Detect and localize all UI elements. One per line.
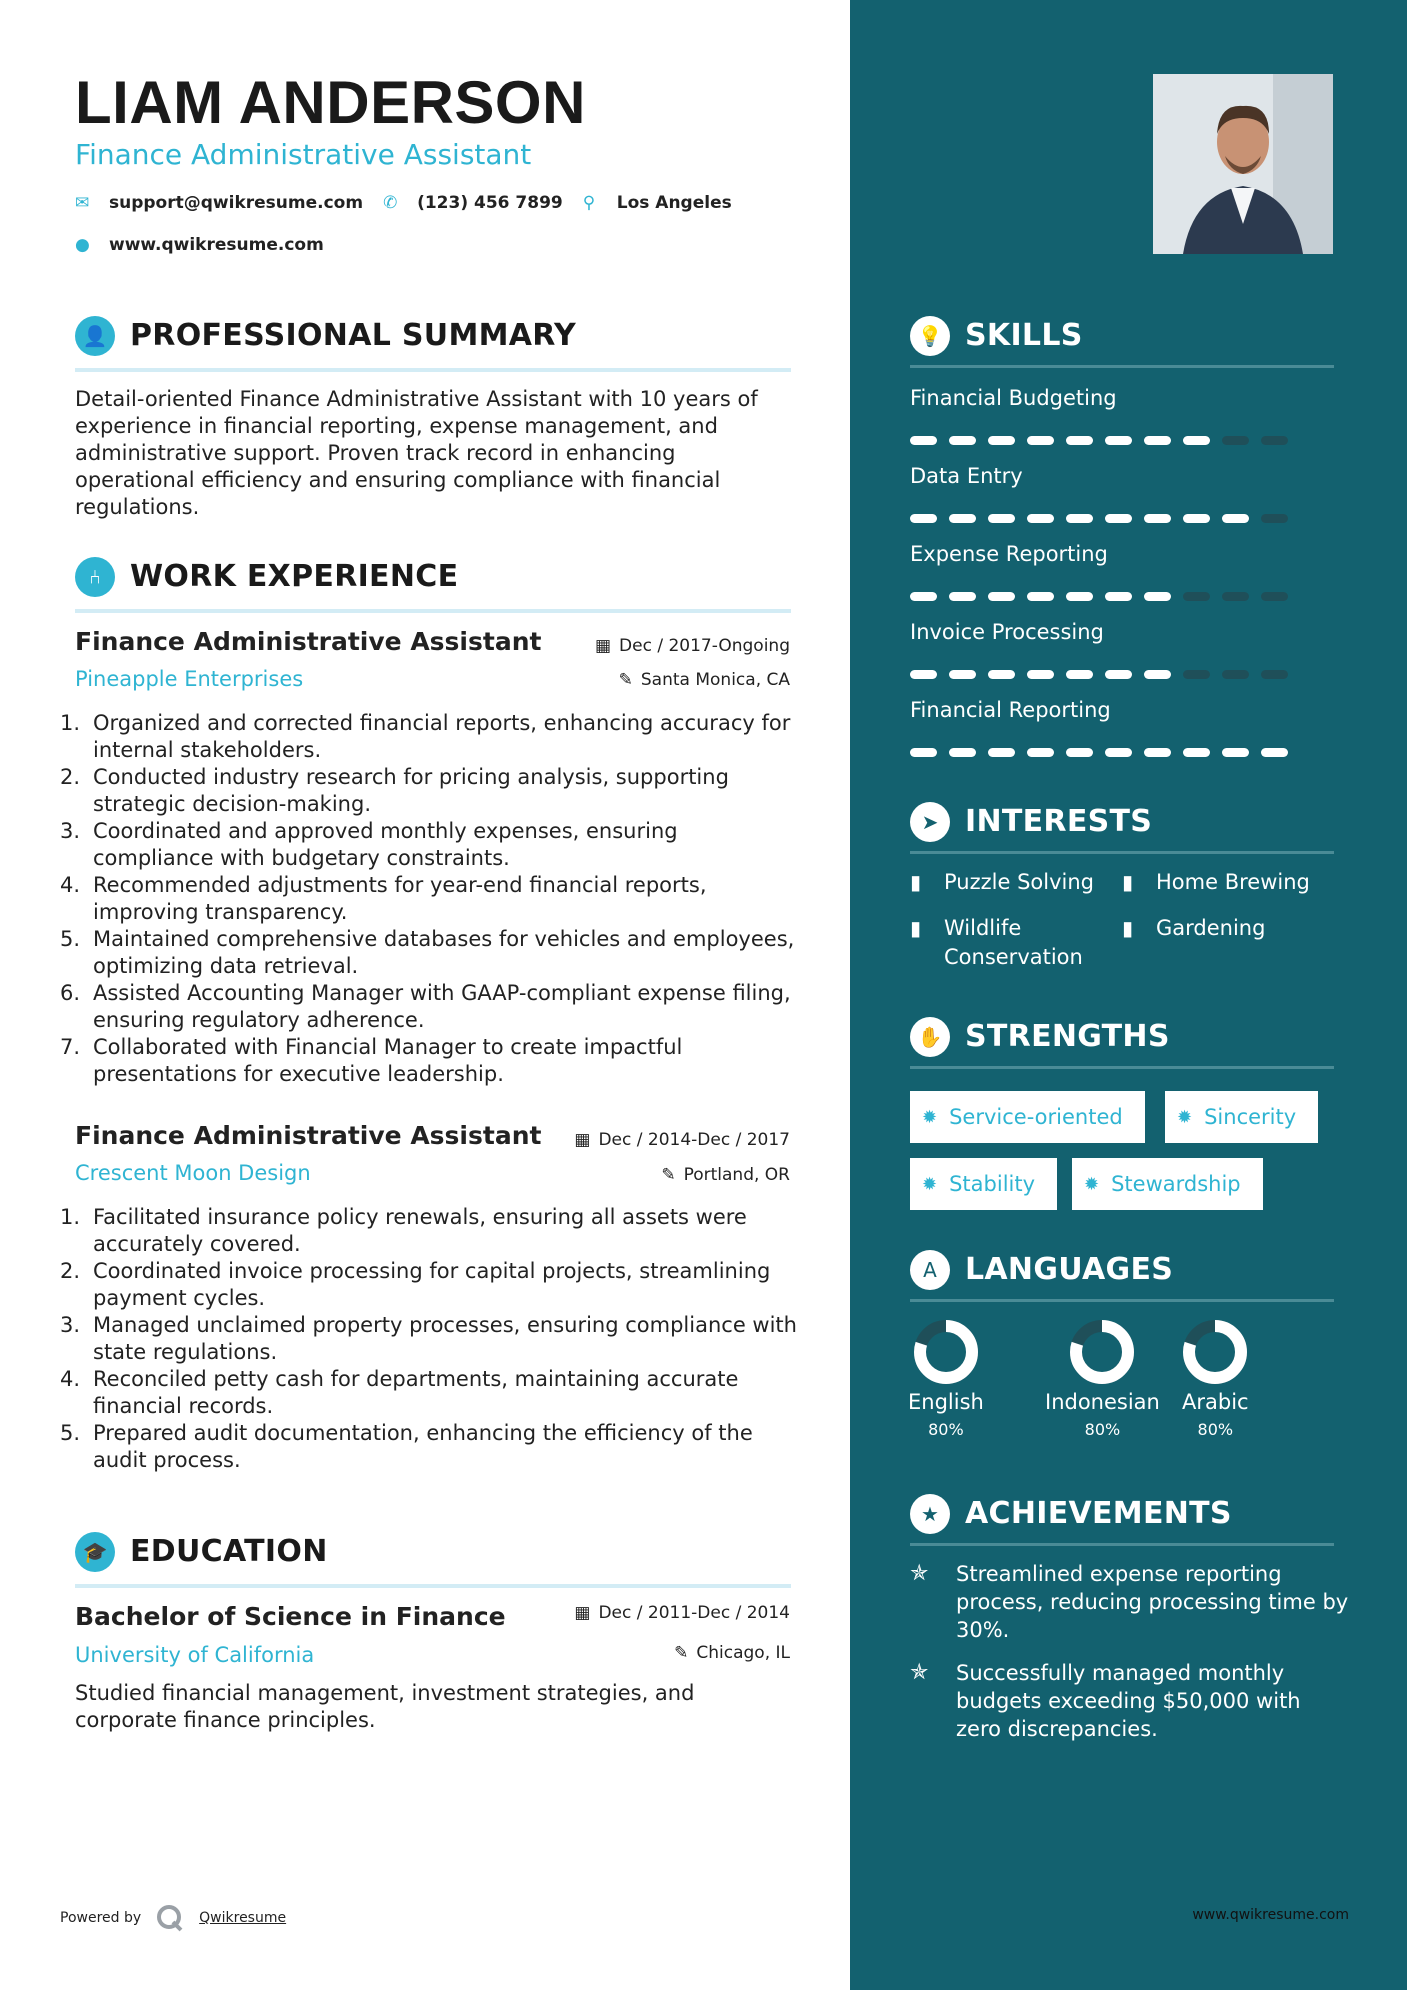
shooting-star-icon: ✯ <box>910 1660 929 1685</box>
job-company: Pineapple Enterprises <box>75 667 304 691</box>
skill-level-segment <box>910 748 937 757</box>
language-percent: 80% <box>1197 1420 1234 1439</box>
badge-icon: ✹ <box>1084 1173 1100 1195</box>
language-percent: 80% <box>928 1420 964 1439</box>
skill-level-segment <box>1027 436 1054 445</box>
skill-level-bar <box>910 592 1288 601</box>
degree: Bachelor of Science in Finance <box>75 1602 506 1631</box>
strength-badge: ✹ Service-oriented <box>910 1091 1145 1143</box>
job-role: Finance Administrative Assistant <box>75 627 542 656</box>
skill-name: Financial Reporting <box>910 698 1111 722</box>
language-name: Arabic <box>1182 1390 1249 1414</box>
language-level-ring <box>1070 1320 1134 1384</box>
location-pin-icon: ⚲ <box>582 193 596 213</box>
job-dates <box>595 636 790 656</box>
skill-name: Data Entry <box>910 464 1023 488</box>
experience-section-header <box>75 557 791 613</box>
interests-section-header <box>910 802 1334 854</box>
footer-url[interactable]: www.qwikresume.com <box>1192 1907 1349 1923</box>
interest-item: ▮ Puzzle Solving <box>910 868 1110 897</box>
list-item: 2. Coordinated invoice processing for capital projects, streamlining payment cycles. <box>60 1259 771 1310</box>
strengths-section-header <box>910 1017 1334 1069</box>
job-role: Finance Administrative Assistant <box>75 1121 542 1150</box>
language-level-ring <box>1183 1320 1247 1384</box>
powered-by-label: Powered by <box>60 1910 142 1926</box>
job-dates <box>574 1130 790 1150</box>
skill-level-segment <box>1027 670 1054 679</box>
book-icon: ▮ <box>1122 916 1134 940</box>
calendar-icon: ▦ <box>574 1130 591 1150</box>
pin-icon: ✎ <box>618 670 633 690</box>
skill-level-segment <box>1183 514 1210 523</box>
skills-section-header <box>910 316 1334 368</box>
education-title: EDUCATION <box>130 1534 328 1569</box>
star-icon: ★ <box>910 1494 950 1534</box>
skill-level-segment <box>910 436 937 445</box>
skill-level-bar <box>910 514 1288 523</box>
skill-level-segment <box>910 514 937 523</box>
interest-item: ▮ Gardening <box>1122 914 1342 943</box>
interest-item: ▮ Wildlife Conservation <box>910 914 1110 972</box>
skill-level-segment <box>988 592 1015 601</box>
strength-badge: ✹ Stability <box>910 1158 1057 1210</box>
email-text[interactable]: support@qwikresume.com <box>109 193 364 213</box>
job-company: Crescent Moon Design <box>75 1161 311 1185</box>
list-item: 7. Collaborated with Financial Manager to create impactful presentations for executive leadership. <box>60 1035 683 1086</box>
education-description: Studied financial management, investment strategies, and corporate finance principles. <box>75 1681 695 1732</box>
skill-level-segment <box>1222 748 1249 757</box>
graduate-icon: 🎓 <box>75 1532 115 1572</box>
list-item: 4. Recommended adjustments for year-end financial reports, improving transparency. <box>60 873 707 924</box>
skill-level-segment <box>949 592 976 601</box>
languages-section-header <box>910 1250 1334 1302</box>
skill-level-segment <box>1144 748 1171 757</box>
skill-level-segment <box>1066 436 1093 445</box>
skill-level-bar <box>910 436 1288 445</box>
skill-level-segment <box>1183 592 1210 601</box>
qwikresume-link[interactable]: Qwikresume <box>199 1910 287 1926</box>
skill-level-segment <box>1105 670 1132 679</box>
skill-level-segment <box>1066 592 1093 601</box>
skill-level-segment <box>1261 670 1288 679</box>
job-location <box>661 1165 790 1185</box>
skill-level-segment <box>988 748 1015 757</box>
language-percent: 80% <box>1084 1420 1121 1439</box>
skill-level-segment <box>1222 592 1249 601</box>
skill-level-bar <box>910 670 1288 679</box>
job-bullets <box>60 1204 800 1474</box>
skill-level-segment <box>1222 514 1249 523</box>
qwikresume-logo-icon <box>155 1903 185 1933</box>
job-location-text: Santa Monica, CA <box>640 670 790 690</box>
skills-title: SKILLS <box>965 318 1083 353</box>
phone-icon: ✆ <box>383 193 398 213</box>
education-dates-text: Dec / 2011-Dec / 2014 <box>598 1603 790 1623</box>
education-location <box>674 1643 790 1663</box>
job-location-text: Portland, OR <box>683 1165 790 1185</box>
list-item: 5. Maintained comprehensive databases for vehicles and employees, optimizing data retrieval. <box>60 927 795 978</box>
education-location-text: Chicago, IL <box>696 1643 790 1663</box>
website-text[interactable]: www.qwikresume.com <box>109 235 324 255</box>
skill-level-segment <box>1183 670 1210 679</box>
book-icon: ▮ <box>1122 870 1134 894</box>
shooting-star-icon: ✯ <box>910 1561 929 1586</box>
phone-text: (123) 456 7899 <box>417 193 563 213</box>
skill-level-segment <box>1183 748 1210 757</box>
skill-name: Expense Reporting <box>910 542 1108 566</box>
list-item: 1. Facilitated insurance policy renewals, ensuring all assets were accurately covered. <box>60 1205 747 1256</box>
skill-level-segment <box>1105 592 1132 601</box>
skill-level-segment <box>1066 670 1093 679</box>
globe-icon: ● <box>75 235 90 255</box>
hand-icon: ✋ <box>910 1017 950 1057</box>
skill-level-segment <box>988 514 1015 523</box>
skill-level-segment <box>1144 436 1171 445</box>
skill-level-segment <box>988 436 1015 445</box>
skill-level-segment <box>988 670 1015 679</box>
skill-level-segment <box>949 748 976 757</box>
list-item: 5. Prepared audit documentation, enhancing the efficiency of the audit process. <box>60 1421 753 1472</box>
achievements-title: ACHIEVEMENTS <box>965 1496 1232 1531</box>
profile-photo <box>1153 74 1333 254</box>
summary-text: Detail-oriented Finance Administrative Assistant with 10 years of experience in financial reporting, expense management, and administrative support. Proven track record in enhancing operational efficiency and ensuring compliance with financial regulations. <box>75 387 758 519</box>
skill-level-segment <box>1261 592 1288 601</box>
achievements-section-header <box>910 1494 1334 1546</box>
contact-row <box>75 193 732 213</box>
candidate-title: Finance Administrative Assistant <box>75 138 532 171</box>
summary-section-header <box>75 316 791 372</box>
skill-level-segment <box>1105 436 1132 445</box>
language-name: Indonesian <box>1045 1390 1160 1414</box>
languages-title: LANGUAGES <box>965 1252 1174 1287</box>
skill-name: Financial Budgeting <box>910 386 1117 410</box>
list-item: 3. Coordinated and approved monthly expenses, ensuring compliance with budgetary constraints. <box>60 819 678 870</box>
calendar-icon: ▦ <box>594 636 612 656</box>
language-item <box>1182 1320 1249 1439</box>
skill-level-segment <box>1027 514 1054 523</box>
strengths-title: STRENGTHS <box>965 1019 1170 1054</box>
list-item: 4. Reconciled petty cash for departments, maintaining accurate financial records. <box>60 1367 739 1418</box>
skill-name: Invoice Processing <box>910 620 1104 644</box>
badge-icon: ✹ <box>1177 1106 1193 1128</box>
skill-level-segment <box>1261 514 1288 523</box>
language-name: English <box>908 1390 984 1414</box>
language-item <box>908 1320 984 1439</box>
badge-icon: ✹ <box>922 1173 938 1195</box>
skill-level-segment <box>1027 748 1054 757</box>
list-item: 6. Assisted Accounting Manager with GAAP-compliant expense filing, ensuring regulatory adherence. <box>60 981 791 1032</box>
skill-level-segment <box>1222 670 1249 679</box>
person-avatar-icon <box>1153 74 1333 254</box>
user-icon: 👤 <box>75 316 115 356</box>
book-icon: ▮ <box>910 870 922 894</box>
education-section-header <box>75 1532 791 1588</box>
skill-level-segment <box>1105 514 1132 523</box>
skill-level-segment <box>1144 670 1171 679</box>
book-icon: ▮ <box>910 916 922 940</box>
language-level-ring <box>914 1320 978 1384</box>
strength-badge: ✹ Stewardship <box>1072 1158 1263 1210</box>
skill-level-segment <box>910 670 937 679</box>
education-dates <box>574 1603 790 1623</box>
language-icon: A <box>910 1250 950 1290</box>
list-item: 2. Conducted industry research for pricing analysis, supporting strategic decision-making. <box>60 765 729 816</box>
paper-plane-icon: ➤ <box>910 802 950 842</box>
calendar-icon: ▦ <box>574 1603 591 1623</box>
location-text: Los Angeles <box>616 193 732 213</box>
strength-badge: ✹ Sincerity <box>1165 1091 1318 1143</box>
list-item: 3. Managed unclaimed property processes, ensuring compliance with state regulations. <box>60 1313 797 1364</box>
summary-title: PROFESSIONAL SUMMARY <box>130 318 577 353</box>
skill-level-segment <box>949 670 976 679</box>
experience-title: WORK EXPERIENCE <box>130 559 459 594</box>
skill-level-segment <box>1066 514 1093 523</box>
candidate-name: LIAM ANDERSON <box>75 69 586 136</box>
job-dates-text: Dec / 2017-Ongoing <box>619 636 790 656</box>
achievement-item: ✯ Successfully managed monthly budgets exceeding $50,000 with zero discrepancies. <box>910 1660 1301 1741</box>
skill-level-segment <box>949 514 976 523</box>
pin-icon: ✎ <box>661 1165 676 1185</box>
skill-level-segment <box>1222 436 1249 445</box>
job-location <box>619 670 790 690</box>
job-bullets <box>60 710 800 1088</box>
skill-level-segment <box>910 592 937 601</box>
achievement-item: ✯ Streamlined expense reporting process, reducing processing time by 30%. <box>910 1561 1349 1642</box>
skill-level-segment <box>1027 592 1054 601</box>
skill-level-segment <box>1183 436 1210 445</box>
skill-level-segment <box>1066 748 1093 757</box>
language-item <box>1045 1320 1160 1439</box>
skill-level-segment <box>1144 514 1171 523</box>
skill-level-segment <box>1261 748 1288 757</box>
chair-icon: ⑃ <box>75 557 115 597</box>
skill-level-segment <box>1105 748 1132 757</box>
skill-level-segment <box>949 436 976 445</box>
pin-icon: ✎ <box>674 1643 689 1663</box>
interests-title: INTERESTS <box>965 804 1153 839</box>
powered-by <box>60 1903 286 1933</box>
skill-level-segment <box>1261 436 1288 445</box>
sidebar <box>850 0 1407 1990</box>
badge-icon: ✹ <box>922 1106 938 1128</box>
job-dates-text: Dec / 2014-Dec / 2017 <box>598 1130 790 1150</box>
lightbulb-icon: 💡 <box>910 316 950 356</box>
school: University of California <box>75 1643 315 1667</box>
skill-level-bar <box>910 748 1288 757</box>
email-icon: ✉ <box>75 193 90 213</box>
interest-item: ▮ Home Brewing <box>1122 868 1342 897</box>
website-row <box>75 235 324 255</box>
list-item: 1. Organized and corrected financial reports, enhancing accuracy for internal stakeholders. <box>60 711 791 762</box>
skill-level-segment <box>1144 592 1171 601</box>
